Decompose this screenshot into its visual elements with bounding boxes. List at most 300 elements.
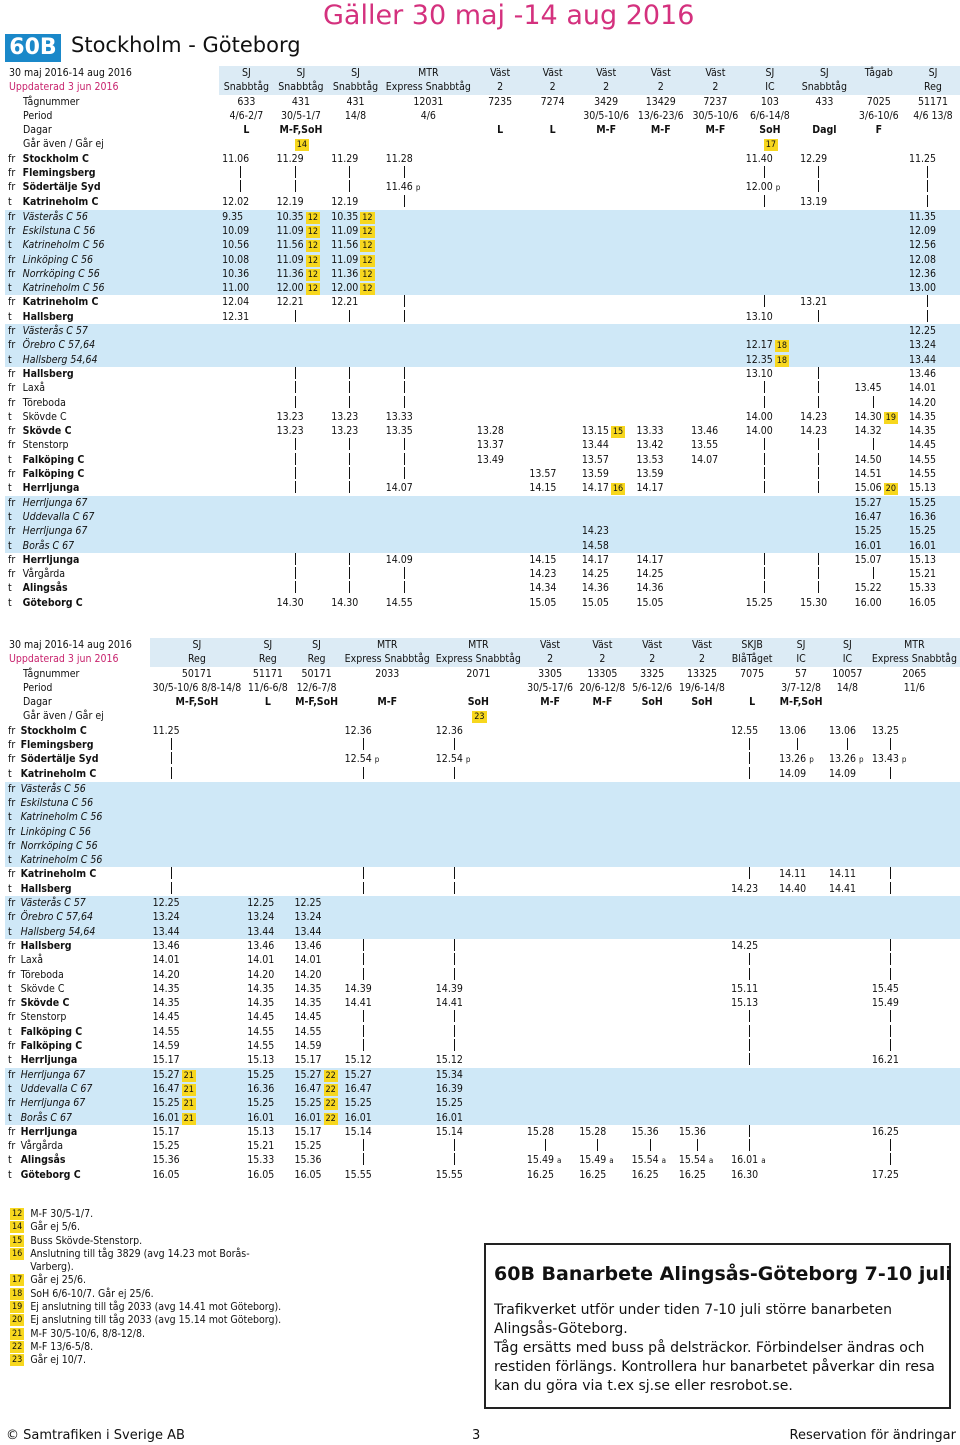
time-cell xyxy=(629,752,676,767)
time-cell xyxy=(629,1096,676,1110)
departure-time: 11.29 xyxy=(276,152,304,165)
time-cell xyxy=(526,496,578,510)
time-cell xyxy=(474,224,526,238)
departure-time: 15.54 xyxy=(631,1154,659,1167)
departure-time: 10.56 xyxy=(222,239,250,252)
pass-through-bar xyxy=(764,295,765,307)
footnote xyxy=(10,1288,290,1301)
station-name: Örebro C 57,64 xyxy=(18,910,150,924)
pass-through-bar xyxy=(349,396,350,408)
time-cell xyxy=(524,1053,576,1067)
pass-through-bar xyxy=(171,867,172,879)
column-also xyxy=(676,709,728,723)
stop-flag: a xyxy=(761,1156,766,1166)
time-cell xyxy=(776,896,826,910)
departure-time: 14.23 xyxy=(731,882,759,895)
header-label: Period xyxy=(5,681,150,695)
time-cell xyxy=(150,1125,245,1139)
time-cell xyxy=(579,195,634,209)
time-cell xyxy=(274,310,329,324)
stop-flag: p xyxy=(465,755,471,765)
time-cell xyxy=(743,410,797,424)
column-days: M-F xyxy=(342,695,433,709)
pass-through-bar xyxy=(349,310,350,322)
time-cell xyxy=(629,910,676,924)
time-cell xyxy=(906,267,960,281)
arr-dep-marker: t xyxy=(8,1169,12,1182)
pass-through-bar xyxy=(404,396,405,408)
time-cell xyxy=(474,310,526,324)
time-cell xyxy=(274,581,329,595)
station-name: Herrljunga xyxy=(22,553,80,566)
time-cell xyxy=(219,310,274,324)
departure-time: 11.06 xyxy=(222,152,250,165)
time-cell xyxy=(852,166,906,180)
departure-time: 14.30 xyxy=(331,596,359,609)
time-cell xyxy=(474,510,526,524)
time-cell xyxy=(797,410,852,424)
header-row-period xyxy=(5,681,960,695)
column-days: M-F,SoH xyxy=(274,123,329,137)
column-also xyxy=(869,709,960,723)
departure-time: 14.39 xyxy=(435,982,463,995)
time-cell xyxy=(576,1025,628,1039)
column-days: M-F xyxy=(633,123,688,137)
departure-time: 13.46 xyxy=(152,939,180,952)
column-also xyxy=(342,709,433,723)
time-cell xyxy=(743,438,797,452)
time-cell xyxy=(826,996,869,1010)
time-cell xyxy=(474,166,526,180)
station-name: Skövde C xyxy=(20,997,70,1010)
station-name: Skövde C xyxy=(22,425,72,438)
departure-time: 13.33 xyxy=(385,410,413,423)
station-name: Herrljunga 67 xyxy=(20,524,219,538)
time-cell xyxy=(852,496,906,510)
time-cell xyxy=(433,782,524,796)
pass-through-bar xyxy=(404,295,405,307)
notice-title: 60B Banarbete Alingsås-Göteborg 7-10 juli xyxy=(494,1263,952,1285)
time-cell xyxy=(579,539,634,553)
time-cell xyxy=(852,381,906,395)
pass-through-bar xyxy=(697,1139,698,1151)
pass-through-bar xyxy=(349,166,350,178)
time-cell xyxy=(219,396,274,410)
footnote-text: Anslutning till tåg 3829 (avg 14.23 mot Borås-Varberg). xyxy=(30,1247,250,1274)
departure-time: 9.35 xyxy=(222,210,244,223)
column-also xyxy=(906,137,960,151)
time-cell xyxy=(383,510,474,524)
column-num: 431 xyxy=(328,95,383,109)
departure-time: 15.55 xyxy=(435,1169,463,1182)
time-cell xyxy=(383,467,474,481)
time-cell xyxy=(526,166,578,180)
time-cell xyxy=(150,1096,245,1110)
departure-time: 13.59 xyxy=(581,468,609,481)
header-label: Dagar xyxy=(5,123,219,137)
departure-time: 15.36 xyxy=(294,1154,322,1167)
time-cell xyxy=(526,438,578,452)
time-cell xyxy=(852,553,906,567)
time-cell xyxy=(328,581,383,595)
station-name: Katrineholm C 56 xyxy=(20,238,219,252)
pass-through-bar xyxy=(454,1039,455,1051)
column-type: Snabbtåg xyxy=(797,80,852,94)
time-cell xyxy=(629,1125,676,1139)
time-cell xyxy=(526,524,578,538)
arr-dep-marker: t xyxy=(5,810,18,824)
time-cell xyxy=(291,752,341,767)
pass-through-bar xyxy=(818,381,819,393)
column-num: 7025 xyxy=(852,95,906,109)
time-cell xyxy=(826,982,869,996)
time-cell xyxy=(433,839,524,853)
time-cell xyxy=(688,553,743,567)
departure-time: 14.15 xyxy=(529,482,557,495)
time-cell xyxy=(797,367,852,381)
time-cell xyxy=(342,925,433,939)
column-num: 431 xyxy=(274,95,329,109)
departure-time: 14.59 xyxy=(152,1040,180,1053)
time-cell xyxy=(629,1053,676,1067)
time-cell xyxy=(688,267,743,281)
pass-through-bar xyxy=(404,567,405,579)
footnote-text: Går ej 5/6. xyxy=(30,1221,80,1234)
time-cell xyxy=(291,1039,341,1053)
time-cell xyxy=(869,1125,960,1139)
time-cell xyxy=(688,381,743,395)
departure-time: 15.36 xyxy=(678,1125,706,1138)
pass-through-bar xyxy=(764,396,765,408)
time-cell xyxy=(688,310,743,324)
time-cell xyxy=(676,839,728,853)
time-cell xyxy=(383,324,474,338)
time-cell xyxy=(579,180,634,195)
time-cell xyxy=(869,1025,960,1039)
column-period: 19/6-14/8 xyxy=(676,681,728,695)
time-cell xyxy=(826,853,869,867)
time-cell xyxy=(291,796,341,810)
time-cell xyxy=(219,253,274,267)
time-cell xyxy=(633,224,688,238)
pass-through-bar xyxy=(349,467,350,479)
note-ref: 22 xyxy=(325,1084,336,1095)
time-cell xyxy=(291,1139,341,1153)
station-name: Hallsberg xyxy=(22,310,74,323)
column-op: Väst xyxy=(524,638,576,652)
time-cell xyxy=(150,882,245,896)
arr-dep-marker: fr xyxy=(8,382,16,395)
pass-through-bar xyxy=(363,767,364,779)
station-row xyxy=(5,253,960,267)
time-cell xyxy=(728,1168,776,1182)
time-cell xyxy=(728,825,776,839)
time-cell xyxy=(244,810,291,824)
time-cell xyxy=(869,810,960,824)
time-cell xyxy=(776,1025,826,1039)
time-cell xyxy=(579,281,634,295)
departure-time: 13.46 xyxy=(247,939,275,952)
station-row xyxy=(5,752,960,767)
departure-time: 13.23 xyxy=(276,425,304,438)
note-ref: 12 xyxy=(307,255,319,266)
note-ref: 18 xyxy=(776,341,788,352)
departure-time: 12.36 xyxy=(344,724,372,737)
time-cell xyxy=(826,1082,869,1096)
departure-time: 16.25 xyxy=(678,1169,706,1182)
column-days: M-F,SoH xyxy=(776,695,826,709)
time-cell xyxy=(797,324,852,338)
departure-time: 16.01 xyxy=(731,1154,759,1167)
time-cell xyxy=(219,453,274,467)
arr-dep-marker: fr xyxy=(8,954,16,967)
time-cell xyxy=(797,381,852,395)
time-cell xyxy=(826,925,869,939)
time-cell xyxy=(826,1053,869,1067)
time-cell xyxy=(526,152,578,166)
departure-time: 14.39 xyxy=(344,982,372,995)
time-cell xyxy=(688,253,743,267)
time-cell xyxy=(219,195,274,209)
pass-through-bar xyxy=(749,1139,750,1151)
time-cell xyxy=(328,353,383,367)
pass-through-bar xyxy=(404,581,405,593)
column-days xyxy=(383,123,474,137)
pass-through-bar xyxy=(873,567,874,579)
time-cell xyxy=(676,1153,728,1168)
time-cell xyxy=(629,1025,676,1039)
header-label: Dagar xyxy=(5,695,150,709)
departure-time: 15.22 xyxy=(854,582,882,595)
station-name: Örebro C 57,64 xyxy=(20,338,219,352)
time-cell xyxy=(629,1153,676,1168)
pass-through-bar xyxy=(349,481,350,493)
column-days xyxy=(869,695,960,709)
departure-time: 16.05 xyxy=(152,1169,180,1182)
pass-through-bar xyxy=(764,453,765,465)
departure-time: 14.01 xyxy=(247,954,275,967)
time-cell xyxy=(826,825,869,839)
time-cell xyxy=(433,1082,524,1096)
time-cell xyxy=(383,524,474,538)
departure-time: 13.26 xyxy=(779,753,807,766)
departure-time: 12.29 xyxy=(800,152,828,165)
time-cell xyxy=(150,782,245,796)
time-cell xyxy=(776,1053,826,1067)
time-cell xyxy=(728,1010,776,1024)
departure-time: 14.35 xyxy=(247,982,275,995)
column-op: MTR xyxy=(869,638,960,652)
footnote xyxy=(10,1208,290,1221)
time-cell xyxy=(219,324,274,338)
time-cell xyxy=(906,453,960,467)
station-row xyxy=(5,1139,960,1153)
time-cell xyxy=(676,1068,728,1082)
station-name: Stockholm C xyxy=(22,152,89,165)
footnote-number: 18 xyxy=(12,1288,23,1299)
time-cell xyxy=(579,267,634,281)
pass-through-bar xyxy=(349,381,350,393)
column-also xyxy=(474,137,526,151)
time-cell xyxy=(342,1053,433,1067)
departure-time: 10.36 xyxy=(222,267,250,280)
time-cell xyxy=(328,596,383,610)
time-cell xyxy=(524,867,576,881)
arr-dep-marker: fr xyxy=(8,425,16,438)
station-row xyxy=(5,1010,960,1024)
time-cell xyxy=(852,596,906,610)
departure-time: 15.25 xyxy=(152,1097,180,1110)
time-cell xyxy=(474,481,526,495)
time-cell xyxy=(474,210,526,224)
time-cell xyxy=(728,1153,776,1168)
pass-through-bar xyxy=(404,195,405,207)
time-cell xyxy=(524,1068,576,1082)
time-cell xyxy=(383,553,474,567)
time-cell xyxy=(743,524,797,538)
column-days: F xyxy=(852,123,906,137)
pass-through-bar xyxy=(818,481,819,493)
time-cell xyxy=(852,281,906,295)
time-cell xyxy=(743,553,797,567)
time-cell xyxy=(826,882,869,896)
time-cell xyxy=(579,310,634,324)
departure-time: 15.54 xyxy=(678,1154,706,1167)
time-cell xyxy=(291,996,341,1010)
column-period: 30/5-10/6 xyxy=(688,109,743,123)
departure-time: 15.25 xyxy=(294,1097,322,1110)
time-cell xyxy=(797,424,852,438)
departure-time: 15.17 xyxy=(152,1054,180,1067)
station-row xyxy=(5,424,960,438)
departure-time: 15.49 xyxy=(871,997,899,1010)
time-cell xyxy=(579,224,634,238)
pass-through-bar xyxy=(295,567,296,579)
time-cell xyxy=(274,524,329,538)
time-cell xyxy=(576,1053,628,1067)
station-row xyxy=(5,553,960,567)
time-cell xyxy=(526,253,578,267)
pass-through-bar xyxy=(818,453,819,465)
departure-time: 14.20 xyxy=(247,968,275,981)
time-cell xyxy=(869,738,960,752)
time-cell xyxy=(244,982,291,996)
arr-dep-marker: fr xyxy=(5,224,20,238)
time-cell xyxy=(797,180,852,195)
station-row xyxy=(5,767,960,781)
departure-time: 15.25 xyxy=(294,1140,322,1153)
time-cell xyxy=(291,839,341,853)
column-op: MTR xyxy=(342,638,433,652)
station-name: Laxå xyxy=(22,382,46,395)
station-row xyxy=(5,839,960,853)
time-cell xyxy=(869,767,960,781)
time-cell xyxy=(728,724,776,738)
column-days: M-F,SoH xyxy=(291,695,341,709)
time-cell xyxy=(328,453,383,467)
time-cell xyxy=(244,996,291,1010)
pass-through-bar xyxy=(295,453,296,465)
pass-through-bar xyxy=(363,1025,364,1037)
time-cell xyxy=(526,338,578,352)
time-cell xyxy=(826,896,869,910)
time-cell xyxy=(776,982,826,996)
disclaimer: Reservation för ändringar xyxy=(789,1428,956,1443)
time-cell xyxy=(776,867,826,881)
time-cell xyxy=(383,567,474,581)
time-cell xyxy=(797,267,852,281)
station-name: Töreboda xyxy=(22,396,66,409)
time-cell xyxy=(906,210,960,224)
column-op: Väst xyxy=(576,638,628,652)
pass-through-bar xyxy=(749,738,750,750)
column-also xyxy=(826,709,869,723)
footnote xyxy=(10,1314,290,1327)
departure-time: 14.55 xyxy=(294,1025,322,1038)
time-cell xyxy=(342,882,433,896)
timetable-upper xyxy=(5,66,960,610)
time-cell xyxy=(743,267,797,281)
departure-time: 13.44 xyxy=(581,439,609,452)
departure-time: 11.25 xyxy=(908,152,937,165)
time-cell xyxy=(219,539,274,553)
time-cell xyxy=(633,310,688,324)
time-cell xyxy=(633,438,688,452)
column-period: 30/5-1/7 xyxy=(274,109,329,123)
departure-time: 15.28 xyxy=(579,1125,607,1138)
time-cell xyxy=(906,510,960,524)
time-cell xyxy=(328,310,383,324)
time-cell xyxy=(433,796,524,810)
column-type xyxy=(852,80,906,94)
footnote-text: SoH 6/6-10/7. Går ej 25/6. xyxy=(30,1287,154,1300)
column-op: Väst xyxy=(688,66,743,80)
departure-time: 12.54 xyxy=(435,753,463,766)
station-name: Stenstorp xyxy=(20,1011,67,1024)
time-cell xyxy=(797,281,852,295)
time-cell xyxy=(852,424,906,438)
pass-through-bar xyxy=(890,939,891,951)
pass-through-bar xyxy=(818,367,819,379)
pass-through-bar xyxy=(890,968,891,980)
departure-time: 11.09 xyxy=(276,253,304,266)
time-cell xyxy=(688,453,743,467)
pass-through-bar xyxy=(873,396,874,408)
column-type: 2 xyxy=(629,652,676,666)
time-cell xyxy=(797,166,852,180)
column-num: 13305 xyxy=(576,667,628,681)
pass-through-bar xyxy=(363,968,364,980)
time-cell xyxy=(579,381,634,395)
time-cell xyxy=(826,839,869,853)
time-cell xyxy=(906,353,960,367)
column-op: Tågab xyxy=(852,66,906,80)
pass-through-bar xyxy=(890,738,891,750)
station-row xyxy=(5,310,960,324)
time-cell xyxy=(383,353,474,367)
time-cell xyxy=(244,825,291,839)
footnote-number: 19 xyxy=(12,1302,23,1313)
time-cell xyxy=(776,796,826,810)
note-ref: 12 xyxy=(307,212,319,223)
column-also xyxy=(383,137,474,151)
column-also xyxy=(576,709,628,723)
time-cell xyxy=(274,195,329,209)
column-type: Snabbtåg xyxy=(328,80,383,94)
time-cell xyxy=(633,267,688,281)
time-cell xyxy=(274,353,329,367)
column-op: SJ xyxy=(291,638,341,652)
